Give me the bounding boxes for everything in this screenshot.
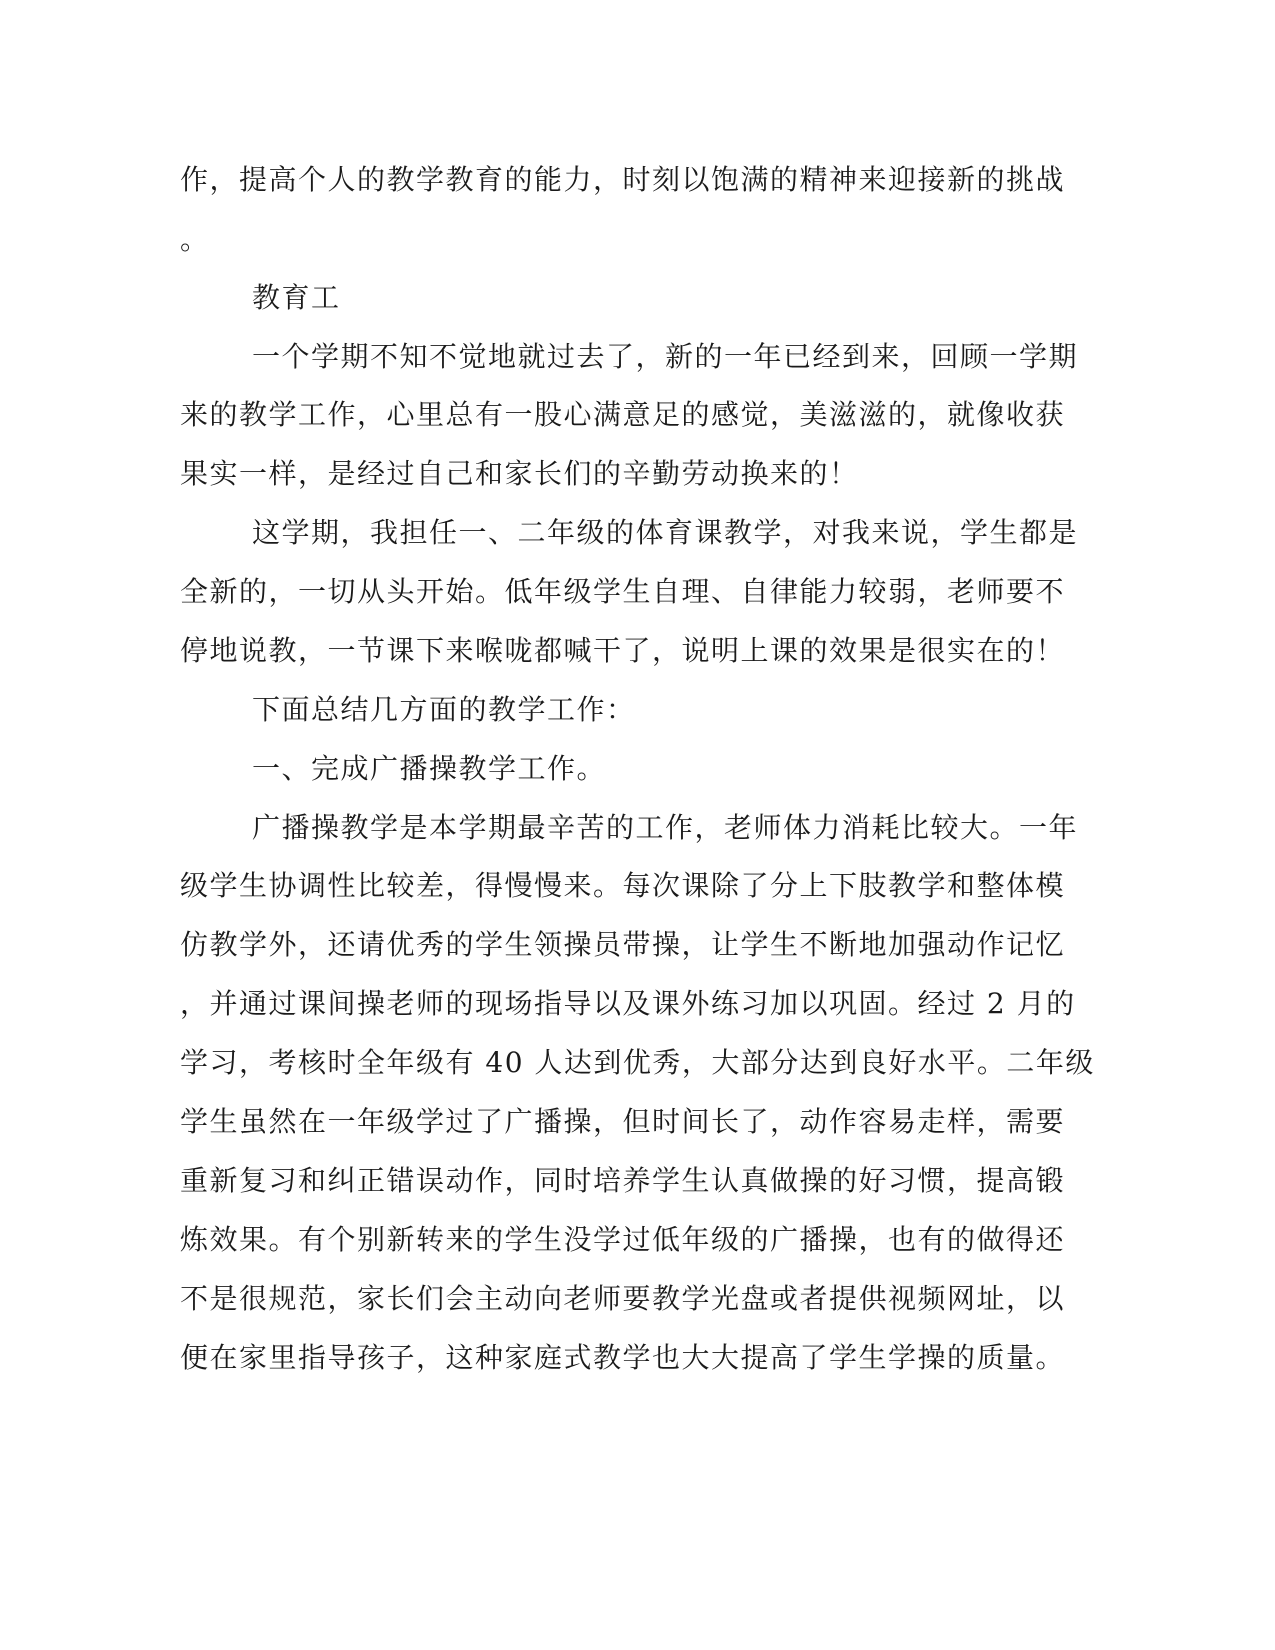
paragraph-line: 一个学期不知不觉地就过去了，新的一年已经到来，回顾一学期 [252, 340, 1079, 373]
paragraph-line: 下面总结几方面的教学工作： [252, 693, 636, 726]
paragraph-line: 重新复习和纠正错误动作，同时培养学生认真做操的好习惯，提高锻 [180, 1164, 1066, 1197]
subsection-heading: 一、完成广播操教学工作。 [252, 752, 607, 785]
paragraph-line: 学习，考核时全年级有 40 人达到优秀，大部分达到良好水平。二年级 [180, 1046, 1095, 1079]
paragraph-line: 便在家里指导孩子，这种家庭式教学也大大提高了学生学操的质量。 [180, 1341, 1066, 1374]
paragraph-line: 级学生协调性比较差，得慢慢来。每次课除了分上下肢教学和整体模 [180, 869, 1066, 902]
paragraph-line: 学生虽然在一年级学过了广播操，但时间长了，动作容易走样，需要 [180, 1105, 1066, 1138]
paragraph-line: ，并通过课间操老师的现场指导以及课外练习加以巩固。经过 2 月的 [180, 987, 1076, 1020]
paragraph-line: 全新的，一切从头开始。低年级学生自理、自律能力较弱，老师要不 [180, 575, 1066, 608]
paragraph-line: 果实一样，是经过自己和家长们的辛勤劳动换来的！ [180, 457, 859, 490]
section-heading: 教育工 [252, 281, 341, 314]
paragraph-line: 广播操教学是本学期最辛苦的工作，老师体力消耗比较大。一年 [252, 811, 1079, 844]
text-line: 作，提高个人的教学教育的能力，时刻以饱满的精神来迎接新的挑战 [180, 163, 1066, 196]
paragraph-line: 来的教学工作，心里总有一股心满意足的感觉，美滋滋的，就像收获 [180, 398, 1066, 431]
paragraph-line: 这学期，我担任一、二年级的体育课教学，对我来说，学生都是 [252, 516, 1079, 549]
paragraph-line: 炼效果。有个别新转来的学生没学过低年级的广播操，也有的做得还 [180, 1223, 1066, 1256]
text-line: 。 [180, 223, 210, 256]
paragraph-line: 停地说教，一节课下来喉咙都喊干了，说明上课的效果是很实在的！ [180, 634, 1066, 667]
paragraph-line: 仿教学外，还请优秀的学生领操员带操，让学生不断地加强动作记忆 [180, 928, 1066, 961]
paragraph-line: 不是很规范，家长们会主动向老师要教学光盘或者提供视频网址，以 [180, 1282, 1066, 1315]
